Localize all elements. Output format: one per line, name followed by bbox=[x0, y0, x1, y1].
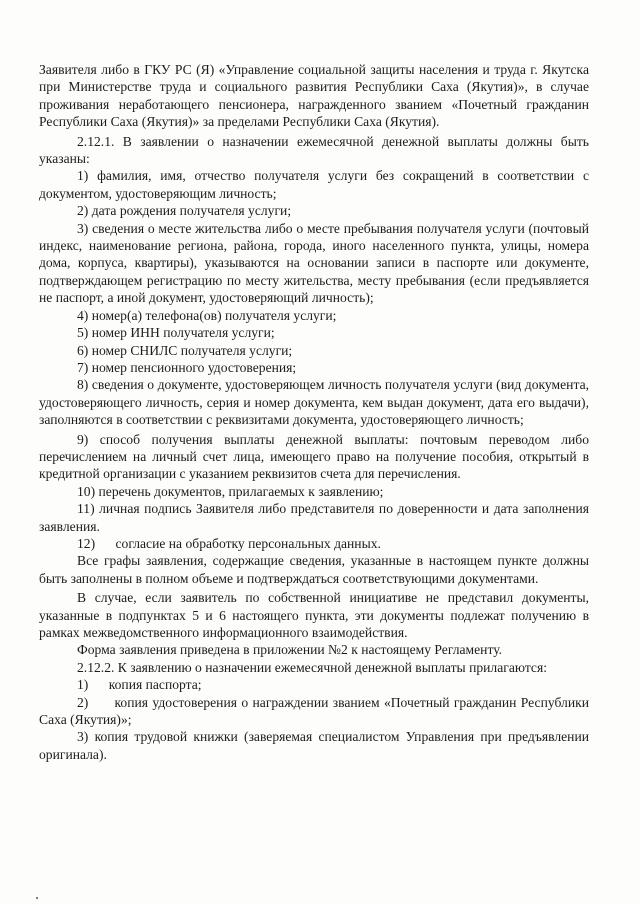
list-item-8: 8) сведения о документе, удостоверяющем личность получателя услуги (вид документа, удостоверяющего личность, серия и номер документа, кем выдан документ, дата его выдачи), заполняются в соответствии с реквизитами документа, удостоверяющего личность; bbox=[39, 377, 589, 428]
list-item-2: 2) дата рождения получателя услуги; bbox=[77, 203, 292, 219]
attachment-item-1: 1) копия паспорта; bbox=[77, 677, 202, 693]
paragraph-if-applicant: В случае, если заявитель по собственной инициативе не представил документы, указанные в подпунктах 5 и 6 настоящего пункта, эти документы подлежат получению в рамках межведомственного информационного взаимодействия. bbox=[39, 590, 589, 640]
paragraph-form-reference: Форма заявления приведена в приложении №2 к настоящему Регламенту. bbox=[77, 642, 503, 658]
attachment-item-3: 3) копия трудовой книжки (заверяемая специалистом Управления при предъявлении оригинала). bbox=[39, 729, 589, 762]
list-item-1: 1) фамилия, имя, отчество получателя услуги без сокращений в соответствии с документом, удостоверяющим личность; bbox=[39, 168, 589, 201]
list-item-12: 12) согласие на обработку персональных данных. bbox=[77, 535, 381, 551]
paragraph-all-fields: Все графы заявления, содержащие сведения, указанные в настоящем пункте должны быть заполнены в полном объеме и подтверждаться соответствующими документами. bbox=[39, 553, 589, 586]
list-item-9: 9) способ получения выплаты денежной выплаты: почтовым переводом либо перечислением на личный счет лица, имеющего право на получение пособия, открытый в кредитной организации с указанием реквизитов счета для перечисления. bbox=[39, 431, 589, 482]
paragraph-continuation: Заявителя либо в ГКУ РС (Я) «Управление социальной защиты населения и труда г. Якутска при Министерстве труда и социального развития Республики Саха (Якутия)», в случае проживания неработающего пенсионера, награжденного званием «Почетный гражданин Республики Саха (Якутия)» за пределами Республики Саха (Якутия). bbox=[39, 62, 589, 130]
list-item-11: 11) личная подпись Заявителя либо представителя по доверенности и дата заполнения заявления. bbox=[39, 501, 589, 534]
document-page bbox=[39, 61, 593, 763]
list-item-4: 4) номер(а) телефона(ов) получателя услуги; bbox=[77, 307, 337, 323]
list-item-6: 6) номер СНИЛС получателя услуги; bbox=[77, 342, 293, 358]
list-item-7: 7) номер пенсионного удостоверения; bbox=[77, 359, 297, 375]
scan-speck bbox=[36, 897, 38, 899]
list-item-10: 10) перечень документов, прилагаемых к заявлению; bbox=[77, 483, 384, 499]
paragraph-2-12-2: 2.12.2. К заявлению о назначении ежемесячной денежной выплаты прилагаются: bbox=[77, 659, 547, 675]
attachment-item-2: 2) копия удостоверения о награждении званием «Почетный гражданин Республики Саха (Якутия)»; bbox=[39, 694, 593, 728]
paragraph-2-12-1: 2.12.1. В заявлении о назначении ежемесячной денежной выплаты должны быть указаны: bbox=[39, 133, 589, 167]
list-item-5: 5) номер ИНН получателя услуги; bbox=[77, 325, 275, 341]
list-item-3: 3) сведения о месте жительства либо о месте пребывания получателя услуги (почтовый индекс, наименование региона, района, города, иного населенного пункта, улицы, номера дома, корпуса, квартиры), указываются на основании записи в паспорте или документе, подтверждающем регистрацию по месту жительства, месту пребывания (если предъявляется не паспорт, а иной документ, удостоверяющий личность); bbox=[39, 220, 589, 306]
